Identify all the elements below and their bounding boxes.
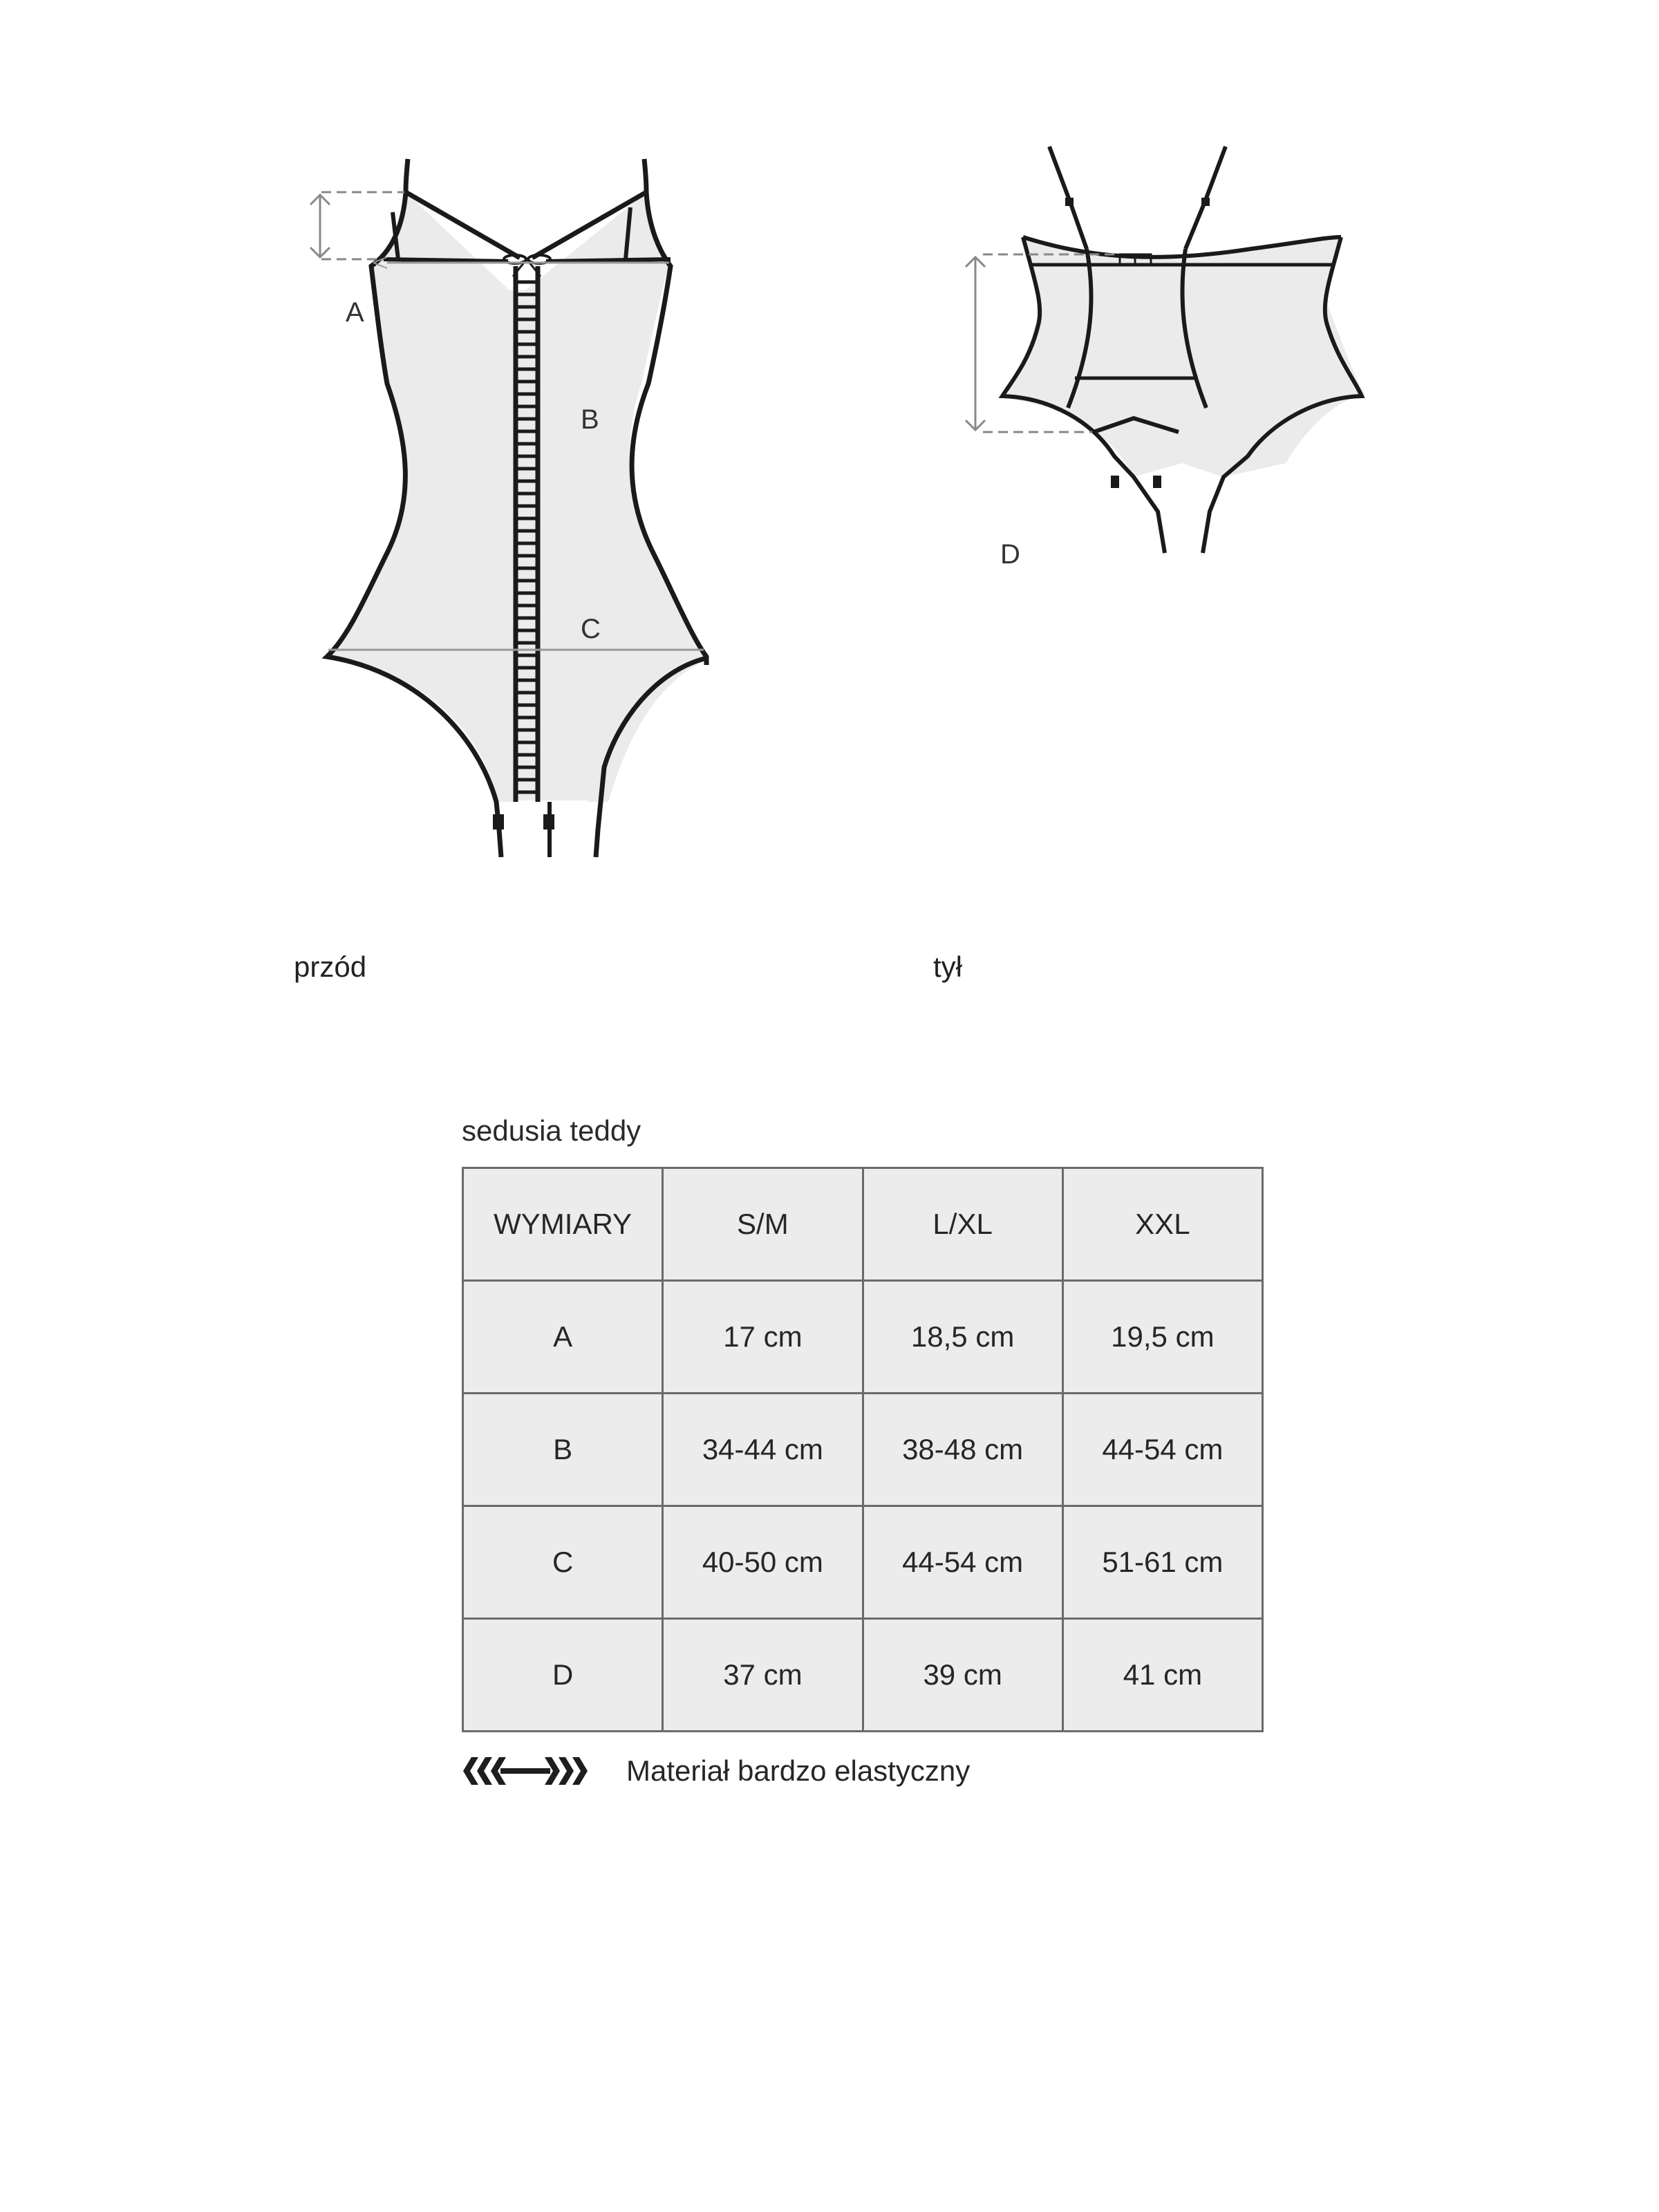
table-cell: 51-61 cm bbox=[1062, 1506, 1262, 1619]
table-row bbox=[463, 1281, 1263, 1394]
stretch-arrows-icon bbox=[462, 1756, 589, 1786]
table-cell: 37 cm bbox=[663, 1619, 863, 1732]
row-dimension-cell: C bbox=[463, 1506, 663, 1619]
table-row bbox=[463, 1394, 1263, 1506]
front-view-label: przód bbox=[294, 950, 367, 983]
table-row bbox=[463, 1619, 1263, 1732]
back-garment-diagram bbox=[933, 138, 1417, 864]
table-cell: 19,5 cm bbox=[1062, 1281, 1262, 1394]
size-chart-table bbox=[462, 1167, 1264, 1732]
row-dimension-cell: B bbox=[463, 1394, 663, 1506]
dimension-label-c: C bbox=[581, 614, 601, 644]
header-cell-lxl: L/XL bbox=[863, 1168, 1062, 1281]
dimension-label-a: A bbox=[346, 297, 364, 328]
row-dimension-cell: A bbox=[463, 1281, 663, 1394]
table-cell: 18,5 cm bbox=[863, 1281, 1062, 1394]
table-cell: 34-44 cm bbox=[663, 1394, 863, 1506]
table-cell: 41 cm bbox=[1062, 1619, 1262, 1732]
row-dimension-cell: D bbox=[463, 1619, 663, 1732]
back-view-label: tył bbox=[933, 950, 962, 983]
table-row bbox=[463, 1506, 1263, 1619]
table-cell: 44-54 cm bbox=[1062, 1394, 1262, 1506]
table-header-row bbox=[463, 1168, 1263, 1281]
header-cell-xxl: XXL bbox=[1062, 1168, 1262, 1281]
table-cell: 39 cm bbox=[863, 1619, 1062, 1732]
size-chart-title: sedusia teddy bbox=[462, 1114, 641, 1147]
dimension-label-b: B bbox=[581, 404, 599, 435]
table-cell: 44-54 cm bbox=[863, 1506, 1062, 1619]
material-legend bbox=[462, 1754, 970, 1788]
header-cell-sm: S/M bbox=[663, 1168, 863, 1281]
front-garment-diagram bbox=[0, 0, 830, 899]
dimension-label-d: D bbox=[1000, 539, 1020, 570]
table-cell: 17 cm bbox=[663, 1281, 863, 1394]
legend-text: Materiał bardzo elastyczny bbox=[626, 1754, 971, 1787]
table-cell: 38-48 cm bbox=[863, 1394, 1062, 1506]
table-cell: 40-50 cm bbox=[663, 1506, 863, 1619]
header-cell-dimensions: WYMIARY bbox=[463, 1168, 663, 1281]
